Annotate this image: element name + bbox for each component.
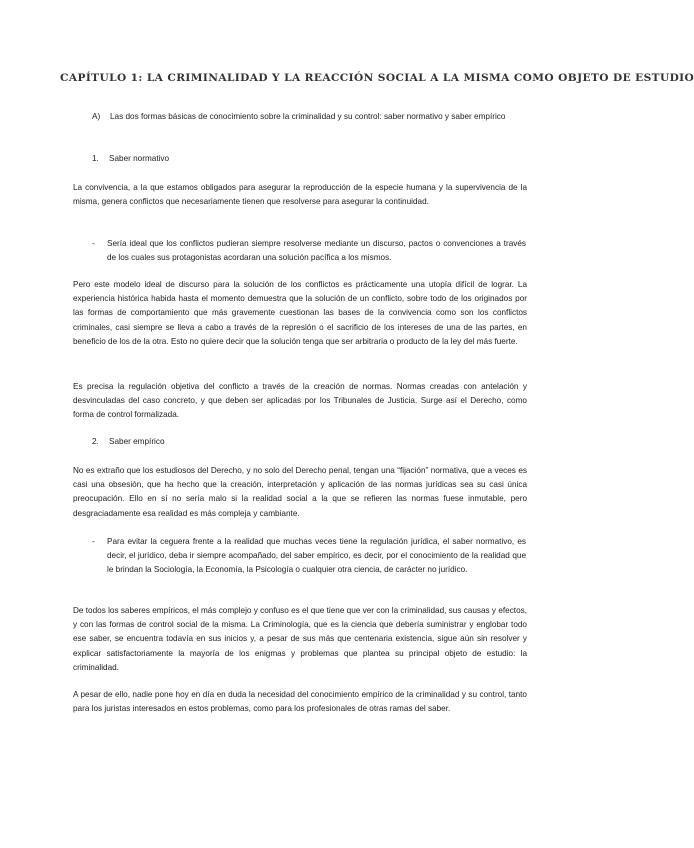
paragraph-convivencia: La convivencia, a la que estamos obligados para asegurar la reproducción de la especie humana y la supervivencia de la misma, genera conflictos que necesariamente tienen que resolverse para asegurar la continuidad. (73, 183, 527, 207)
section-1-heading (92, 152, 546, 166)
section-2-title: Saber empírico (109, 437, 165, 446)
section-2-number: 2. (92, 437, 99, 446)
section-1-title: Saber normativo (109, 154, 170, 163)
paragraph-criminologia: De todos los saberes empíricos, el más complejo y confuso es el que tiene que ver con la criminalidad, sus causas y efectos, y con las formas de control social de la misma. La Criminología, que es la ciencia que debería suministrar y englobar todo ese saber, se encuentra todavía en sus inicios y, a pesar de sus más que centenaria existencia, sigue aún sin resolver y explicar satisfactoriamente la mayoría de los enigmas y problemas que plantea su principal objeto de estudio: la criminalidad. (73, 606, 527, 672)
chapter-title: CAPÍTULO 1: LA CRIMINALIDAD Y LA REACCIÓN SOCIAL A LA MISMA COMO OBJETO DE ESTUDIO (60, 72, 694, 84)
bullet-marker: - (92, 239, 95, 248)
section-a-marker: A) (92, 112, 101, 121)
bullet-text: Sería ideal que los conflictos pudieran siempre resolverse mediante un discurso, pactos o convenciones a través de los cuales sus protagonistas acordaran una solución pacífica a los mismos. (107, 239, 526, 263)
section-1-number: 1. (92, 154, 99, 163)
bullet-text: Para evitar la ceguera frente a la realidad que muchas veces tiene la regulación jurídica, el saber normativo, es decir, el jurídico, deba ir siempre acompañado, del saber empírico, es decir, por el conocimiento de la realidad que le brindan la Sociología, la Economía, la Psicología o cualquier otra ciencia, de carácter no jurídico. (107, 537, 526, 575)
bullet-item-ceguera (92, 535, 526, 578)
paragraph-normas: Es precisa la regulación objetiva del conflicto a través de la creación de normas. Normas creadas con antelación y desvinculadas del caso concreto, y que deben ser aplicadas por los Tribunales de Justicia. Surge así el Derecho, como forma de control formalizada. (73, 382, 527, 420)
section-a-title: Las dos formas básicas de conocimiento sobre la criminalidad y su control: saber normativo y saber empírico (110, 112, 506, 121)
bullet-marker: - (92, 537, 95, 546)
section-a-heading (92, 110, 526, 124)
paragraph-utopia: Pero este modelo ideal de discurso para la solución de los conflictos es prácticamente una utopía difícil de lograr. La experiencia histórica habida hasta el momento demuestra que la solución de un conflicto, sobre todo de los originados por las formas de comportamiento que más gravemente cuestionan las bases de la convivencia como son los conflictos criminales, casi siempre se lleva a cabo a través de la represión o el sacrificio de los intereses de una de las partes, en beneficio de los de la otra. Esto no quiere decir que la solución tenga que ser arbitraria o producto de la ley del más fuerte. (73, 280, 527, 346)
section-2-heading (92, 435, 546, 449)
bullet-item-discurso (92, 237, 526, 265)
paragraph-fijacion-normativa: No es extraño que los estudiosos del Derecho, y no solo del Derecho penal, tengan una “fijación” normativa, que a veces es casi una obsesión, que ha hecho que la creación, interpretación y aplicación de las normas jurídicas sea su casi única preocupación. Ello en sí no sería malo si la realidad social a la que se refieren las normas fuese inmutable, pero desgraciadamente esa realidad es más compleja y cambiante. (73, 466, 527, 518)
paragraph-conocimiento-empirico: A pesar de ello, nadie pone hoy en día en duda la necesidad del conocimiento empírico de la criminalidad y su control, tanto para los juristas interesados en estos problemas, como para los profesionales de otras ramas del saber. (73, 690, 527, 714)
